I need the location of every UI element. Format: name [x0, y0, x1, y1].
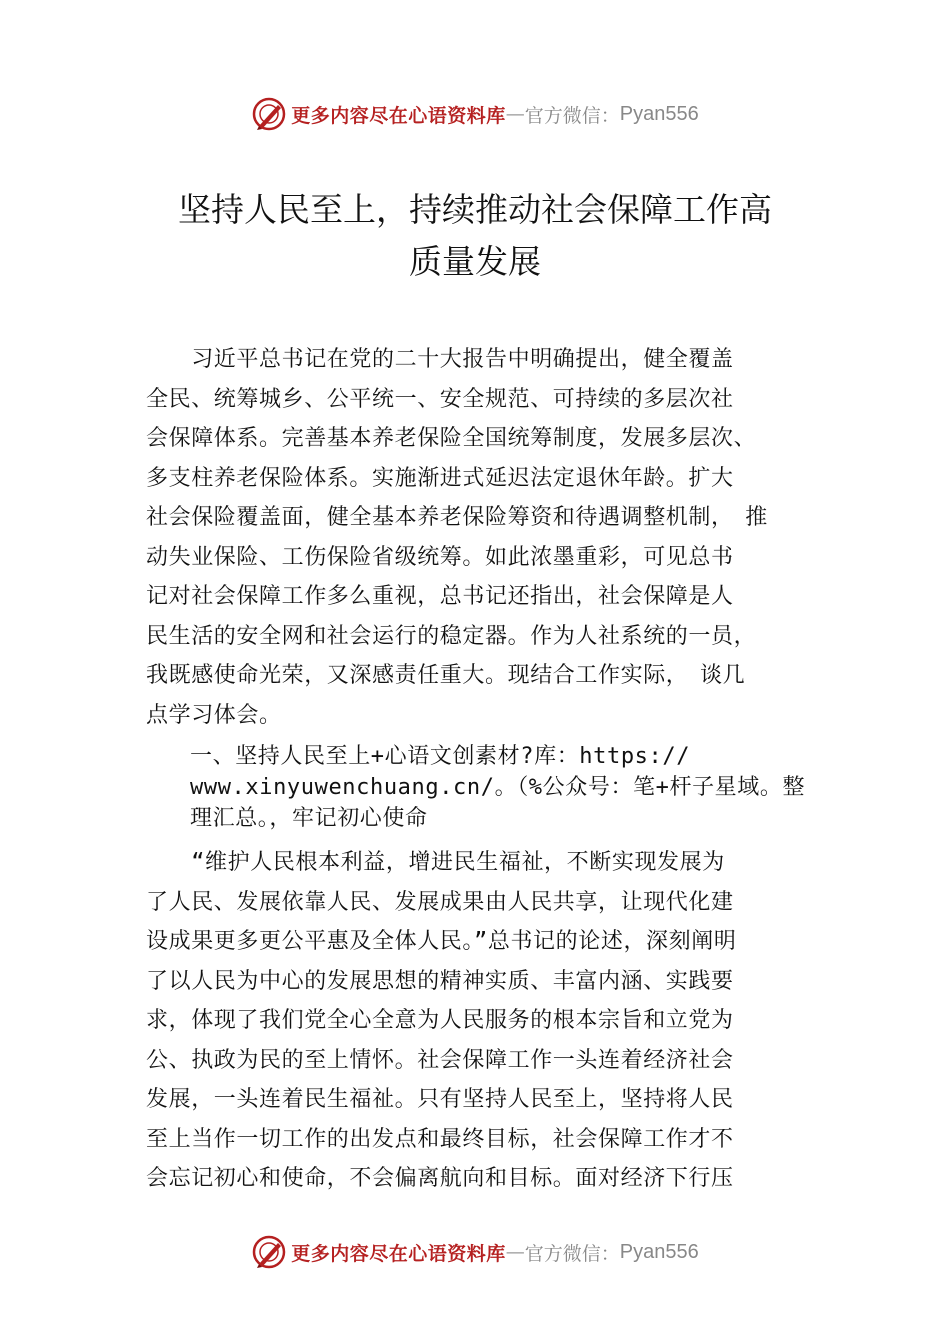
paragraph-line: 发展，一头连着民生福祉。只有坚持人民至上，坚持将人民	[146, 1087, 734, 1112]
banner-separator: —	[505, 103, 525, 125]
paragraph-intro	[146, 340, 806, 735]
paragraph-line: 公、执政为民的至上情怀。社会保障工作一头连着经济社会	[146, 1047, 734, 1073]
banner-wechat-label: 官方微信：	[524, 104, 620, 127]
paragraph-line: 记对社会保障工作多么重视，总书记还指出，社会保障是人	[146, 584, 734, 609]
footer-banner	[0, 1232, 950, 1272]
banner-wechat-id: Pyan556	[619, 102, 699, 125]
paragraph-line: 会忘记初心和使命，不会偏离航向和目标。面对经济下行压	[146, 1166, 734, 1191]
banner-text: 更多内容尽在心语资料库	[291, 104, 506, 127]
banner-separator: —	[505, 1241, 525, 1263]
paragraph-line: 我既感使命光荣，又深感责任重大。现结合工作实际， 谈几	[146, 663, 746, 688]
banner-wechat-label: 官方微信：	[524, 1242, 620, 1265]
pen-logo-icon	[251, 1234, 287, 1270]
paragraph-line: 至上当作一切工作的出发点和最终目标，社会保障工作才不	[146, 1126, 734, 1152]
section-heading	[190, 741, 840, 834]
header-banner	[0, 94, 950, 134]
paragraph-line: 点学习体会。	[146, 702, 282, 728]
paragraph-line: 了以人民为中心的发展思想的精神实质、丰富内涵、实践要	[146, 968, 734, 994]
paragraph-line: 了人民、发展依靠人民、发展成果由人民共享，让现代化建	[146, 889, 734, 915]
pen-logo-icon	[251, 96, 287, 132]
paragraph-line: 求，体现了我们党全心全意为人民服务的根本宗旨和立党为	[146, 1008, 734, 1033]
paragraph-line: 社会保险覆盖面，健全基本养老保险筹资和待遇调整机制， 推	[146, 505, 768, 530]
paragraph-line: “维护人民根本利益，增进民生福祉，不断实现发展为	[146, 850, 725, 875]
document-title	[100, 184, 850, 288]
heading-line: 一、坚持人民至上+心语文创素材?库：https://	[190, 744, 691, 769]
heading-line: www.xinyuwenchuang.cn/。（%公众号：笔+杆子星域。整	[190, 775, 806, 800]
banner-text: 更多内容尽在心语资料库	[291, 1242, 506, 1265]
banner-wechat-id: Pyan556	[619, 1240, 699, 1263]
paragraph-line: 多支柱养老保险体系。实施渐进式延迟法定退休年龄。扩大	[146, 465, 734, 491]
title-line-1: 坚持人民至上，持续推动社会保障工作高	[178, 190, 772, 229]
paragraph-line: 民生活的安全网和社会运行的稳定器。作为人社系统的一员，	[146, 623, 757, 649]
title-line-2: 质量发展	[409, 242, 541, 281]
heading-line: 理汇总。，牢记初心使命	[190, 806, 428, 831]
paragraph-line: 动失业保险、工伤保险省级统筹。如此浓墨重彩，可见总书	[146, 544, 734, 570]
paragraph-body	[146, 843, 806, 1199]
paragraph-line: 习近平总书记在党的二十大报告中明确提出，健全覆盖	[146, 347, 734, 372]
paragraph-line: 设成果更多更公平惠及全体人民。”总书记的论述，深刻阐明	[146, 929, 737, 954]
paragraph-line: 全民、统筹城乡、公平统一、安全规范、可持续的多层次社	[146, 386, 734, 412]
paragraph-line: 会保障体系。完善基本养老保险全国统筹制度，发展多层次、	[146, 426, 757, 451]
